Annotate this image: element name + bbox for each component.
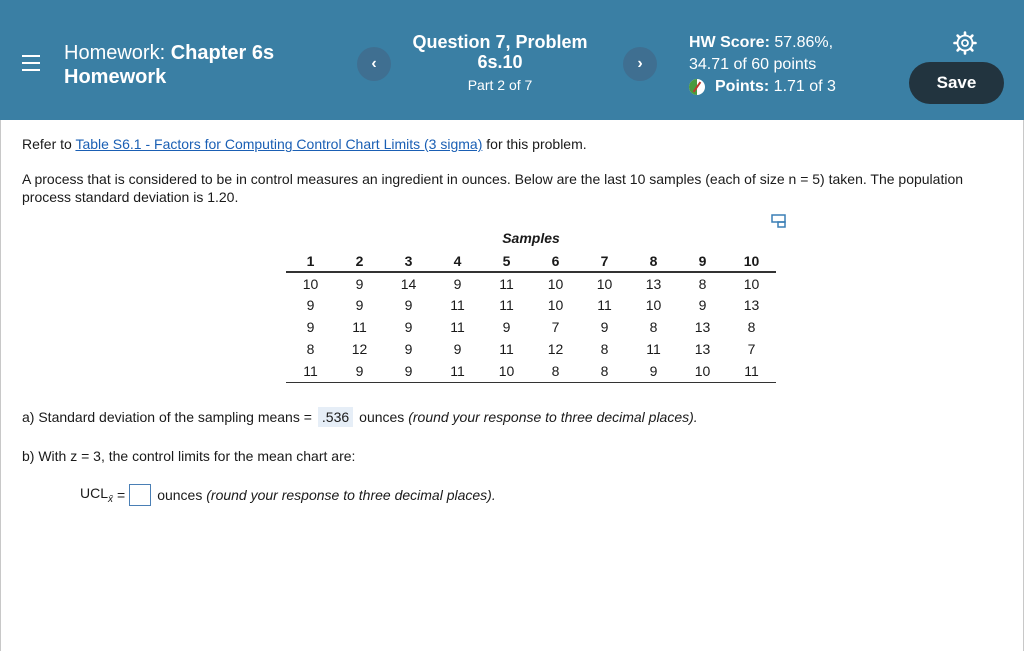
hamburger-menu-icon[interactable] [22, 55, 40, 71]
sample-header-9: 9 [678, 250, 727, 272]
homework-line2: Homework [64, 66, 167, 88]
table-cell: 7 [747, 341, 756, 357]
table-cell: 13 [694, 341, 711, 357]
gear-icon[interactable] [953, 31, 977, 55]
table-row [286, 360, 776, 382]
sample-header-5: 5 [482, 250, 531, 272]
table-cell: 10 [302, 275, 319, 292]
table-cell: 9 [335, 360, 384, 382]
part-a-unit: ounces [359, 409, 405, 425]
homework-name: Chapter 6s [170, 42, 275, 64]
part-a-answer[interactable]: .536 [318, 407, 353, 427]
part-a-label: a) Standard deviation of the sampling means = [22, 409, 312, 425]
homework-title [64, 41, 274, 89]
table-cell: 11 [597, 297, 612, 313]
sample-header-8: 8 [629, 250, 678, 272]
save-button[interactable]: Save [909, 62, 1004, 104]
table-cell: 9 [355, 297, 364, 313]
table-cell: 9 [453, 275, 462, 292]
homework-prefix: Homework: [64, 42, 171, 64]
table-cell: 9 [453, 341, 462, 357]
question-title: Question 7, Problem [412, 32, 588, 52]
question-content [22, 134, 1002, 206]
reference-prefix: Refer to [22, 136, 76, 152]
table-cell: 11 [286, 360, 335, 382]
table-cell: 8 [600, 341, 609, 357]
table-cell: 11 [352, 319, 367, 335]
table-reference-link[interactable]: Table S6.1 - Factors for Computing Control Chart Limits (3 sigma) [75, 136, 483, 152]
chevron-left-icon: ‹ [371, 55, 377, 72]
table-cell: 8 [580, 360, 629, 382]
table-cell: 14 [400, 275, 417, 292]
ucl-label: $UCL_{x̄}$ [80, 485, 114, 505]
table-cell: 13 [645, 275, 662, 292]
score-label: HW Score: [689, 34, 775, 51]
table-cell: 9 [306, 319, 315, 335]
sample-header-7: 7 [580, 250, 629, 272]
score-points: 34.71 of 60 points [689, 56, 817, 73]
sample-header-2: 2 [335, 250, 384, 272]
table-cell: 11 [433, 360, 482, 382]
table-cell: 12 [351, 341, 368, 357]
table-cell: 11 [499, 341, 514, 357]
sample-header-3: 3 [384, 250, 433, 272]
table-cell: 9 [698, 297, 707, 313]
ucl-subscript: x̄ [108, 493, 114, 505]
sample-header-10: 10 [727, 250, 776, 272]
next-question-button[interactable] [623, 47, 657, 81]
reference-line [22, 134, 1002, 154]
table-body [286, 272, 776, 382]
part-a-hint: (round your response to three decimal places). [408, 409, 698, 425]
ucl-row [80, 484, 496, 506]
table-cell: 11 [450, 297, 465, 313]
partial-credit-icon [689, 79, 705, 95]
table-cell: 11 [727, 360, 776, 382]
score-panel [689, 32, 836, 98]
previous-question-button[interactable] [357, 47, 391, 81]
question-number: 6s.10 [477, 52, 523, 72]
table-cell: 13 [694, 319, 711, 335]
table-cell: 7 [551, 319, 560, 335]
table-cell: 8 [306, 341, 315, 357]
table-cell: 9 [306, 297, 315, 313]
reference-suffix: for this problem. [482, 136, 587, 152]
table-cell: 10 [645, 297, 662, 313]
table-cell: 9 [404, 341, 413, 357]
ucl-input[interactable] [129, 484, 151, 506]
table-cell: 9 [404, 297, 413, 313]
table-cell: 9 [384, 360, 433, 382]
ucl-hint: (round your response to three decimal places). [206, 487, 496, 503]
sample-header-1: 1 [286, 250, 335, 272]
table-cell: 8 [649, 319, 658, 335]
table-row [286, 338, 776, 360]
sample-header-6: 6 [531, 250, 580, 272]
table-cell: 8 [531, 360, 580, 382]
table-cell: 9 [600, 319, 609, 335]
question-part: Part 2 of 7 [467, 77, 533, 93]
ucl-unit: ounces [157, 487, 203, 503]
table-cell: 10 [743, 275, 760, 292]
table-cell: 11 [646, 341, 661, 357]
table-cell: 11 [499, 297, 514, 313]
points-value: 1.71 of 3 [773, 78, 836, 95]
table-caption: Samples [502, 230, 560, 246]
table-cell: 8 [747, 319, 756, 335]
chevron-right-icon: › [637, 55, 643, 72]
table-cell: 9 [355, 275, 364, 292]
score-value: 57.86%, [774, 34, 834, 51]
table-cell: 10 [482, 360, 531, 382]
table-cell: 9 [502, 319, 511, 335]
table-cell: 13 [743, 297, 760, 313]
table-cell: 10 [547, 297, 564, 313]
table-cell: 11 [450, 319, 465, 335]
points-label: Points: [715, 78, 770, 95]
question-info [395, 32, 605, 93]
table-row [286, 316, 776, 338]
table-row [286, 294, 776, 316]
header-bar [0, 0, 1024, 120]
table-cell: 10 [678, 360, 727, 382]
part-b-label: b) With z = 3, the control limits for the mean chart are: [22, 448, 356, 464]
table-cell: 8 [698, 275, 707, 292]
part-a [22, 407, 698, 427]
table-cell: 12 [547, 341, 564, 357]
table-cell: 9 [629, 360, 678, 382]
sample-header-4: 4 [433, 250, 482, 272]
ucl-equals: = [117, 487, 126, 503]
table-cell: 10 [547, 275, 564, 292]
table-cell: 11 [499, 275, 514, 292]
samples-table [286, 230, 776, 383]
expand-table-icon[interactable] [771, 214, 787, 228]
table-row [286, 272, 776, 294]
table-cell: 10 [596, 275, 613, 292]
table-cell: 9 [404, 319, 413, 335]
table-header-row [286, 250, 776, 272]
problem-intro: A process that is considered to be in control measures an ingredient in ounces. Below are the last 10 samples (each of size n = 5) taken. The population process standard deviation is 1.20. [22, 171, 964, 205]
